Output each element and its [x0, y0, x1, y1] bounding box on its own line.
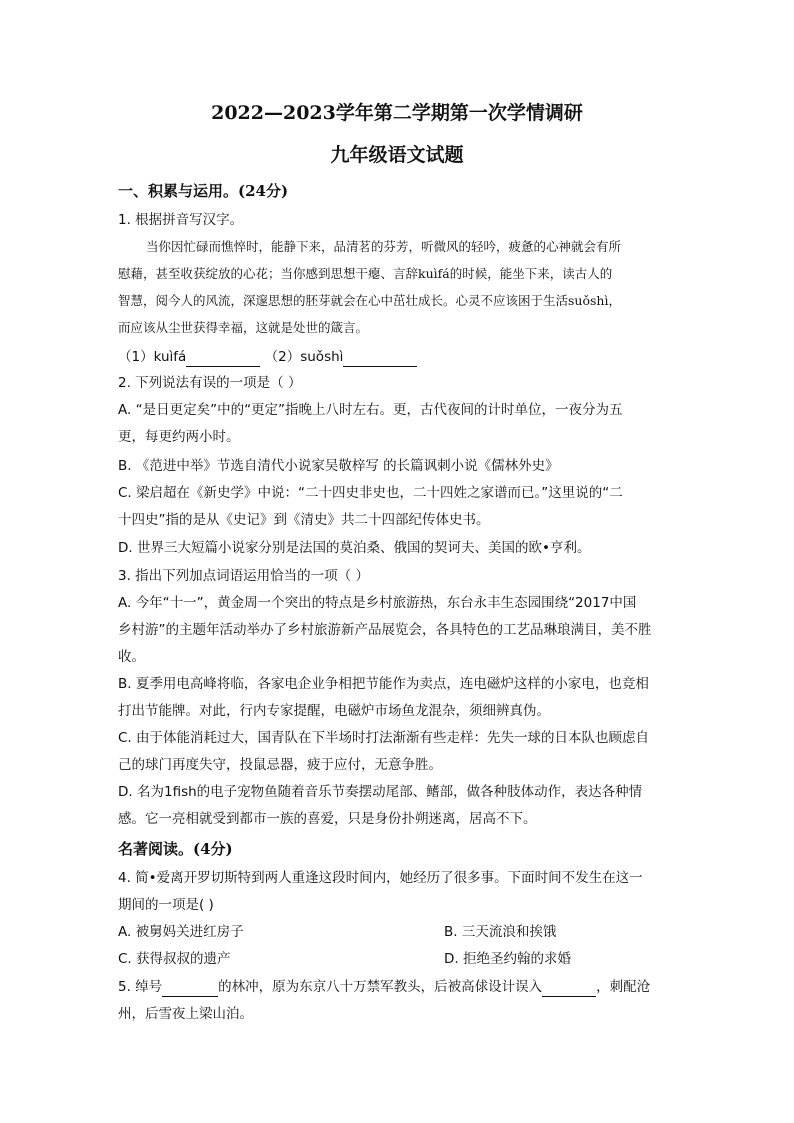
question-4-option-a: A. 被舅妈关进红房子 — [118, 924, 244, 940]
question-3-option-b-cont: 打出节能牌。对此，行内专家提醒，电磁炉市场鱼龙混杂，须细辨真伪。 — [118, 703, 550, 719]
question-5-line-cont: 州，后雪夜上梁山泊。 — [118, 1006, 253, 1022]
question-5-line — [118, 977, 650, 997]
question-3-option-c: C. 由于体能消耗过大，国青队在下半场时打法渐渐有些走样：先失一球的日本队也顾虑自 — [118, 730, 650, 746]
section-heading-accumulation: 一、积累与运用。(24分) — [118, 182, 289, 200]
question-2-option-d: D. 世界三大短篇小说家分别是法国的莫泊桑、俄国的契诃夫、美国的欧•亨利。 — [118, 540, 591, 556]
question-4-stem-cont: 期间的一项是( ) — [118, 897, 214, 913]
answer-blank-place[interactable] — [542, 982, 596, 997]
question-2-option-c-cont: 十四史”指的是从《史记》到《清史》共二十四部纪传体史书。 — [118, 512, 490, 528]
passage-line: 而应该从尘世获得幸福，这就是处世的箴言。 — [118, 320, 369, 335]
answer-blank-nickname[interactable] — [162, 982, 218, 997]
question-5-part-1: 5. 绰号 — [118, 979, 163, 995]
question-3-option-d: D. 名为1fish的电子宠物鱼随着音乐节奏摆动尾部、鳍部，做各种肢体动作，表达各种情 — [118, 784, 643, 800]
question-3-option-a-cont2: 收。 — [118, 649, 145, 665]
passage-line: 当你因忙碌而憔悴时，能静下来，品清茗的芬芳，听微风的轻吟，疲惫的心神就会有所 — [146, 239, 622, 254]
answer-blank-2[interactable] — [343, 352, 417, 367]
question-1-passage — [118, 233, 678, 341]
question-3-option-d-cont: 感。它一亮相就受到都市一族的喜爱，只是身份扑朔迷离，居高不下。 — [118, 811, 537, 827]
question-2-option-c: C. 梁启超在《新史学》中说：“二十四史非史也，二十四姓之家谱而已。”这里说的“二 — [118, 485, 623, 501]
question-5-part-3: ，刺配沧 — [596, 979, 651, 995]
question-2-option-a-cont: 更，每更约两小时。 — [118, 429, 240, 445]
blank-2-label: （2）suǒshì — [264, 349, 344, 365]
question-4-stem: 4. 简•爱离开罗切斯特到两人重逢这段时间内，她经历了很多事。下面时间不发生在这一 — [118, 870, 643, 886]
passage-line: 慰藉，甚至收获绽放的心花；当你感到思想干瘪、言辞kuìfá的时候，能坐下来，读古人的 — [118, 266, 613, 281]
question-4-option-c: C. 获得叔叔的遗产 — [118, 951, 231, 967]
exam-title: 2022—2023学年第二学期第一次学情调研 — [211, 102, 583, 124]
question-4-option-d: D. 拒绝圣约翰的求婚 — [444, 951, 571, 967]
question-3-option-a: A. 今年“十一”，黄金周一个突出的特点是乡村旅游热，东台永丰生态园围绕“2017中国 — [118, 595, 637, 611]
question-2-option-a: A. “是日更定矣”中的“更定”指晚上八时左右。更，古代夜间的计时单位，一夜分为五 — [118, 402, 623, 418]
question-2-option-b: B. 《范进中举》节选自清代小说家吴敬梓写 的长篇讽刺小说《儒林外史》 — [118, 458, 559, 474]
section-heading-classics: 名著阅读。(4分) — [118, 840, 233, 858]
question-3-option-a-cont: 乡村游”的主题年活动举办了乡村旅游新产品展览会，各具特色的工艺品琳琅满目，美不胜 — [118, 622, 652, 638]
question-3-stem: 3. 指出下列加点词语运用恰当的一项（ ） — [118, 568, 369, 584]
question-4-option-b: B. 三天流浪和挨饿 — [444, 924, 557, 940]
passage-line: 智慧，阅今人的风流，深邃思想的胚芽就会在心中茁壮成长。心灵不应该困于生活suǒshì， — [118, 293, 621, 308]
question-2-stem: 2. 下列说法有误的一项是（ ） — [118, 375, 302, 391]
question-1-stem: 1. 根据拼音写汉字。 — [118, 212, 244, 228]
question-1-blanks — [118, 347, 417, 367]
question-5-part-2: 的林冲，原为东京八十万禁军教头，后被高俅设计误入 — [218, 979, 543, 995]
exam-subtitle: 九年级语文试题 — [330, 144, 464, 166]
blank-1-label: （1）kuìfá — [118, 349, 187, 365]
answer-blank-1[interactable] — [186, 352, 260, 367]
question-3-option-c-cont: 己的球门再度失守，投鼠忌器，疲于应付，无意争胜。 — [118, 757, 442, 773]
question-3-option-b: B. 夏季用电高峰将临，各家电企业争相把节能作为卖点，连电磁炉这样的小家电，也竞相 — [118, 676, 649, 692]
